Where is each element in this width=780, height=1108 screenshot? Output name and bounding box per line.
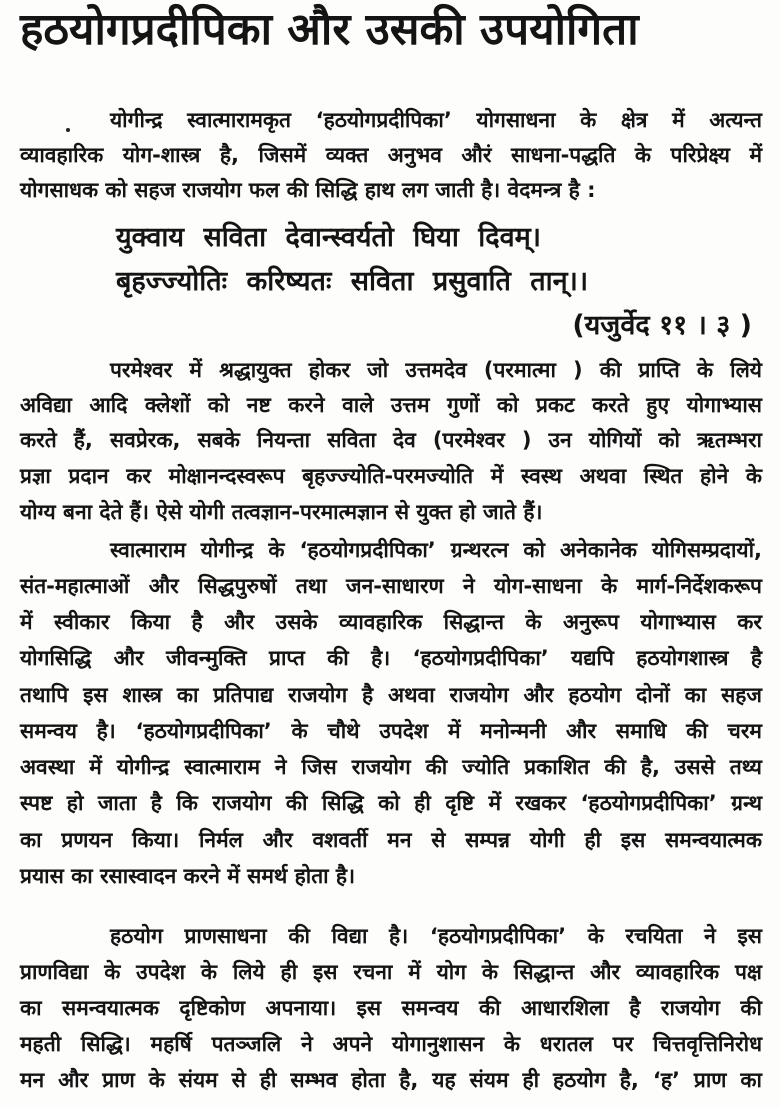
text-line: व्यावहारिक योग-शास्त्र है, जिसमें व्यक्त अनुभव औरं साधना-पद्धति के परिप्रेक्ष्य में [20,143,762,167]
verse-line: बृहज्ज्योतिः करिष्यतः सविता प्रसुवाति तान्।। [116,266,589,297]
text-line: प्राणविद्या के उपदेश के लिये ही इस रचना में योग के सिद्धान्त और व्यावहारिक पक्ष [20,960,762,984]
text-line: करते हैं, सवप्रेरक, सबके नियन्ता सविता देव (परमेश्वर ) उन योगियों को ऋतम्भरा [20,428,762,452]
page-title: हठयोगप्रदीपिका और उसकी उपयोगिता [20,4,639,55]
text-line: समन्वय है। ‘हठयोगप्रदीपिका’ के चौथे उपदेश में मनोन्मनी और समाधि की चरम [20,719,762,743]
text-line: मन और प्राण के संयम से ही सम्भव होता है, यह संयम ही हठयोग है, ‘ह’ प्राण का [20,1068,762,1092]
text-line: हठयोग प्राणसाधना की विद्या है। ‘हठयोगप्रदीपिका’ के रचयिता ने इस [110,924,762,948]
text-line: परमेश्वर में श्रद्धायुक्त होकर जो उत्तमदेव (परमात्मा ) की प्राप्ति के लिये [110,358,762,382]
text-line: प्रज्ञा प्रदान कर मोक्षानन्दस्वरूप बृहज्ज्योति-परमज्योति में स्वस्थ अथवा स्थित होने के [20,464,762,488]
text-line: अवस्था में योगीन्द्र स्वात्माराम ने जिस राजयोग की ज्योति प्रकाशित की है, उससे तथ्य [20,755,762,779]
text-line: का समन्वयात्मक दृष्टिकोण अपनाया। इस समन्वय की आधारशिला है राजयोग की [20,996,762,1020]
text-line: योग्य बना देते हैं। ऐसे योगी तत्वज्ञान-परमात्मज्ञान से युक्त हो जाते हैं। [20,500,543,524]
text-line: स्वात्माराम योगीन्द्र के ‘हठयोगप्रदीपिका’ ग्रन्थरत्न को अनेकानेक योगिसम्प्रदायों, [110,538,762,562]
text-line: योगीन्द्र स्वात्मारामकृत ‘हठयोगप्रदीपिका’ योगसाधना के क्षेत्र में अत्यन्त [110,108,762,132]
text-line: का प्रणयन किया। निर्मल और वशवर्ती मन से सम्पन्न योगी ही इस समन्वयात्मक [20,828,762,852]
text-line: प्रयास का रसास्वादन करने में समर्थ होता है। [20,864,356,888]
text-line: महती सिद्धि। महर्षि पतञ्जलि ने अपने योगानुशासन के धरातल पर चित्तवृत्तिनिरोध [20,1032,762,1056]
verse-line: युक्वाय सविता देवान्स्वर्यतो घिया दिवम्। [116,222,541,253]
text-line: संत-महात्माओं और सिद्धपुरुषों तथा जन-साधारण ने योग-साधना के मार्ग-निर्देशकरूप [20,574,762,598]
text-line: तथापि इस शास्त्र का प्रतिपाद्य राजयोग है अथवा राजयोग और हठयोग दोनों का सहज [20,683,762,707]
text-line: स्पष्ट हो जाता है कि राजयोग की सिद्धि को ही दृष्टि में रखकर ‘हठयोगप्रदीपिका’ ग्रन्थ [20,791,762,815]
text-line: योगसाधक को सहज राजयोग फल की सिद्धि हाथ लग जाती है। वेदमन्त्र है : [20,178,596,202]
verse-citation: (यजुर्वेद ११ । ३ ) [572,310,752,341]
text-line: में स्वीकार किया है और उसके व्यावहारिक सिद्धान्त के अनुरूप योगाभ्यास कर [20,610,762,634]
text-line: अविद्या आदि क्लेशों को नष्ट करने वाले उत्तम गुणों को प्रकट करते हुए योगाभ्यास [20,393,762,417]
text-line: योगसिद्धि और जीवन्मुक्ति प्राप्त की है। ‘हठयोगप्रदीपिका’ यद्यपि हठयोगशास्त्र है [20,646,762,670]
